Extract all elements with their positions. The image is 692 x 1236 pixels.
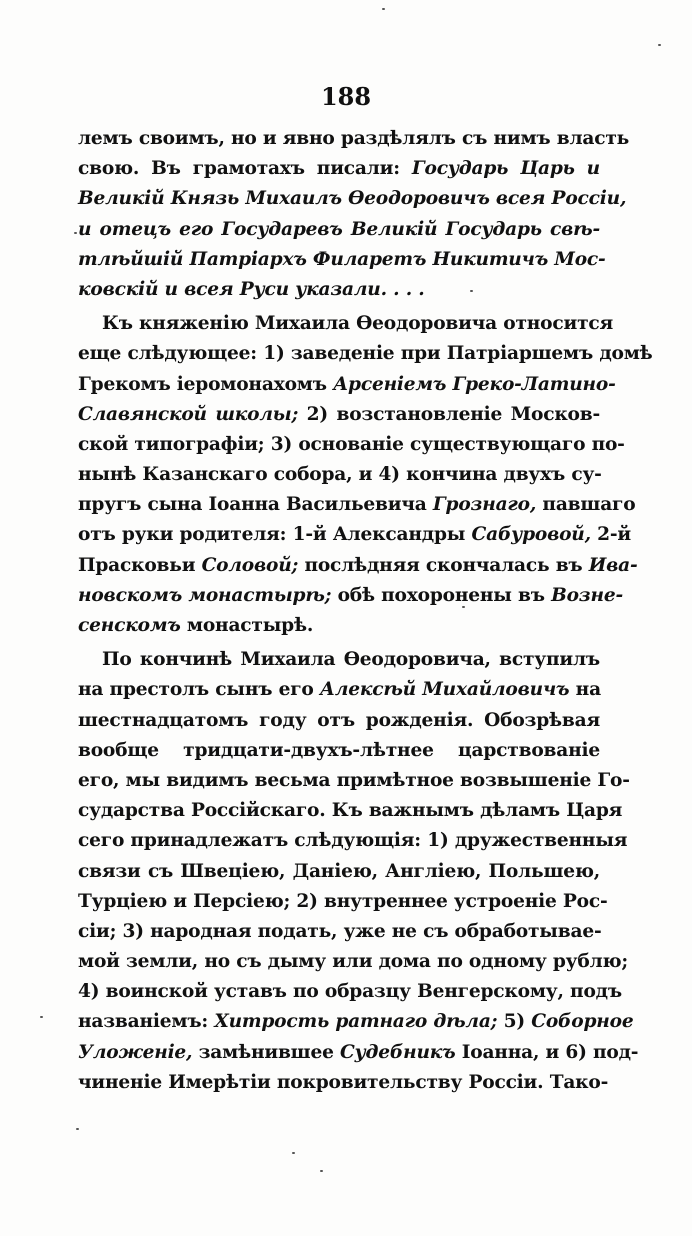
scan-speck xyxy=(76,1128,79,1130)
text-line xyxy=(78,947,629,977)
text-run: отъ руки родителя: 1-й Александры xyxy=(78,524,472,546)
text-line xyxy=(78,826,628,856)
text-run: шестнадцатомъ году отъ рожденія. Обозрѣвая xyxy=(78,709,600,731)
italic-text: Соловой; xyxy=(201,554,299,576)
scan-speck xyxy=(462,606,465,608)
scan-speck xyxy=(74,232,77,234)
text-run: Къ княженію Михаила Ѳеодоровича относится xyxy=(102,313,614,335)
text-line xyxy=(78,977,622,1007)
text-line xyxy=(78,1068,609,1098)
italic-text: новскомъ монастырѣ; xyxy=(78,584,332,606)
text-line xyxy=(78,400,600,430)
text-line xyxy=(78,857,600,887)
text-run: павшаго xyxy=(536,494,636,516)
text-line xyxy=(78,154,600,184)
text-line xyxy=(78,184,627,214)
text-run: 5) xyxy=(497,1011,532,1033)
text-line xyxy=(78,645,600,675)
italic-text: Ива- xyxy=(588,554,638,576)
scan-speck xyxy=(40,1016,43,1018)
text-run: 2-й xyxy=(590,524,632,546)
text-line xyxy=(78,339,653,369)
text-run: на xyxy=(569,679,601,701)
italic-text: тлѣйшій Патріархъ Филаретъ Никитичъ Мос- xyxy=(78,248,606,270)
text-line xyxy=(78,706,600,736)
text-run: монастырѣ. xyxy=(180,615,314,636)
text-run: Прасковьи xyxy=(78,554,202,576)
text-run: замѣнившее xyxy=(192,1041,340,1063)
text-run: связи съ Швеціею, Даніею, Англіею, Польшею, xyxy=(78,860,600,882)
scan-speck xyxy=(470,290,473,292)
text-run: 4) воинской уставъ по образцу Венгерскому, подъ xyxy=(78,981,622,1003)
text-run: лемъ своимъ, но и явно раздѣлялъ съ нимъ власть xyxy=(78,128,630,149)
italic-text: Соборное xyxy=(531,1011,634,1033)
text-run: на престолъ сынъ его xyxy=(78,679,320,701)
page-number: 188 xyxy=(320,82,372,111)
text-line xyxy=(78,766,630,796)
text-run: Грекомъ іеромонахомъ xyxy=(78,373,334,395)
italic-text: Судебникъ xyxy=(340,1041,456,1063)
text-line xyxy=(78,675,600,705)
text-run: обѣ похоронены въ xyxy=(331,584,552,606)
text-line xyxy=(78,520,632,550)
italic-text: Алексѣй Михайловичъ xyxy=(319,679,570,701)
text-line xyxy=(78,370,616,400)
text-line xyxy=(78,887,608,917)
italic-text: Государь Царь и xyxy=(411,158,600,180)
scan-speck xyxy=(292,1152,295,1154)
text-line xyxy=(78,245,606,275)
body-text xyxy=(78,124,653,1098)
text-run: свою. Въ грамотахъ писали: xyxy=(78,158,412,180)
text-run: пругъ сына Іоанна Васильевича xyxy=(78,494,433,516)
text-line xyxy=(78,796,623,826)
text-line xyxy=(78,490,636,520)
italic-text: Уложеніе, xyxy=(78,1041,193,1063)
italic-text: сенскомъ xyxy=(78,615,181,636)
text-run: сего принадлежатъ слѣдующія: 1) дружественныя xyxy=(78,830,628,852)
text-run: еще слѣдующее: 1) заведеніе при Патріаршемъ домѣ xyxy=(78,343,653,365)
italic-text: Возне- xyxy=(551,584,623,606)
italic-text: Арсеніемъ Греко-Латино- xyxy=(333,373,616,395)
italic-text: Великій Князь Михаилъ Ѳеодоровичъ всея Россіи, xyxy=(78,188,627,210)
text-line xyxy=(78,736,600,766)
text-line xyxy=(78,430,625,460)
text-run: его, мы видимъ весьма примѣтное возвышеніе Го- xyxy=(78,769,630,791)
text-line xyxy=(78,460,600,490)
italic-text: Сабуровой, xyxy=(471,524,591,546)
text-line xyxy=(78,581,623,611)
text-run: названіемъ: xyxy=(78,1011,215,1033)
text-run: мой земли, но съ дыму или дома по одному рублю; xyxy=(78,951,629,973)
text-run: вообще тридцати-двухъ-лѣтнее царствованіе xyxy=(78,739,600,761)
text-line xyxy=(78,215,600,245)
text-run: Турціею и Персіею; 2) внутреннее устроеніе Рос- xyxy=(78,890,608,912)
scan-speck xyxy=(658,44,661,46)
text-run: послѣдняя скончалась въ xyxy=(298,554,589,576)
text-run: ской типографіи; 3) основаніе существующаго по- xyxy=(78,433,625,455)
italic-text: Грознаго, xyxy=(432,494,537,516)
text-run: Іоанна, и 6) под- xyxy=(455,1041,639,1063)
text-line xyxy=(78,917,600,947)
italic-text: ковскій и всея Руси указали. . . . xyxy=(78,278,425,300)
text-run: чиненіе Имерѣтіи покровительству Россіи. Тако- xyxy=(78,1071,609,1093)
italic-text: Хитрость ратнаго дѣла; xyxy=(214,1011,498,1033)
text-line xyxy=(78,309,614,339)
text-line xyxy=(78,1007,634,1037)
text-line xyxy=(78,275,600,305)
text-line xyxy=(78,551,638,581)
text-line xyxy=(78,1038,639,1068)
italic-text: и отецъ его Государевъ Великій Государь свѣ- xyxy=(78,218,600,240)
scan-speck xyxy=(382,8,385,10)
scan-speck xyxy=(320,1170,323,1172)
text-run: сударства Россійскаго. Къ важнымъ дѣламъ Царя xyxy=(78,800,623,822)
text-run: 2) возстановленіе Москов- xyxy=(298,403,600,425)
italic-text: Славянской школы; xyxy=(78,403,299,425)
text-run: нынѣ Казанскаго собора, и 4) кончина двухъ су- xyxy=(78,464,602,486)
text-run: По кончинѣ Михаила Ѳеодоровича, вступилъ xyxy=(102,649,600,671)
text-line xyxy=(78,611,600,641)
text-run: сіи; 3) народная подать, уже не съ обработывае- xyxy=(78,920,602,942)
text-line xyxy=(78,124,630,154)
